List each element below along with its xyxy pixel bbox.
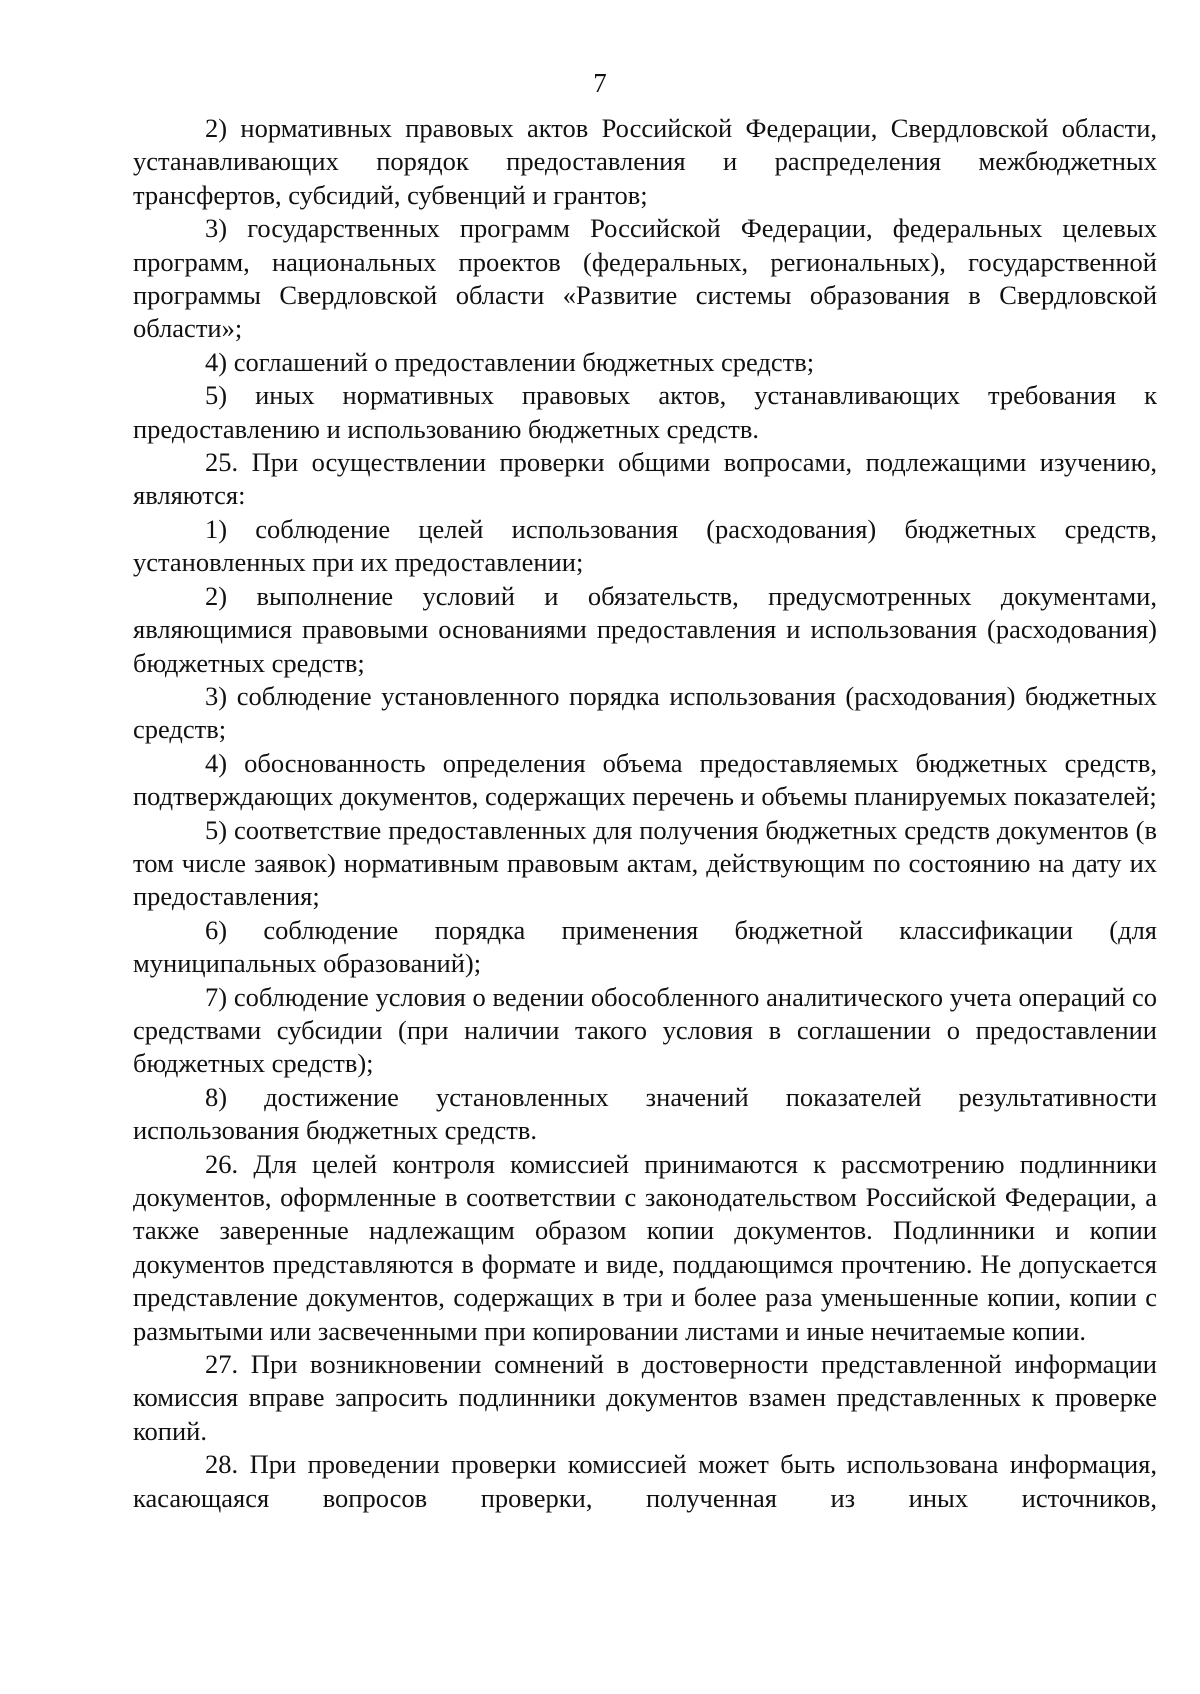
paragraph: 27. При возникновении сомнений в достоверности представленной информации комиссия вправе запросить подлинники документов взамен представленных к проверке копий. <box>133 1349 1157 1446</box>
paragraph: 28. При проведении проверки комиссией может быть использована информация, касающаяся вопросов проверки, полученная из иных источников, <box>133 1449 1157 1513</box>
paragraph: 2) нормативных правовых актов Российской Федерации, Свердловской области, устанавливающих порядок предоставления и распределения межбюджетных трансфертов, субсидий, субвенций и грантов; <box>133 113 1157 210</box>
paragraph: 26. Для целей контроля комиссией принимаются к рассмотрению подлинники документов, оформленные в соответствии с законодательством Российской Федерации, а также заверенные надлежащим образом копии документов. Подлинники и копии документов представляются в формате и виде, поддающимся прочтению. Не допускается представление документов, содержащих в три и более раза уменьшенные копии, копии с размытыми или засвеченными при копировании листами и иные нечитаемые копии. <box>133 1148 1157 1346</box>
page-number: 7 <box>593 68 607 98</box>
paragraph: 5) иных нормативных правовых актов, устанавливающих требования к предоставлению и использованию бюджетных средств. <box>133 380 1157 444</box>
paragraph: 25. При осуществлении проверки общими вопросами, подлежащими изучению, являются: <box>133 447 1157 511</box>
paragraph: 3) государственных программ Российской Федерации, федеральных целевых программ, национальных проектов (федеральных, региональных), государственной программы Свердловской области «Развитие системы образования в Свердловской области»; <box>133 213 1157 344</box>
paragraph: 4) соглашений о предоставлении бюджетных средств; <box>205 346 815 377</box>
document-body <box>133 112 1157 1515</box>
paragraph: 5) соответствие предоставленных для получения бюджетных средств документов (в том числе заявок) нормативным правовым актам, действующим по состоянию на дату их предоставления; <box>133 814 1157 912</box>
paragraph: 4) обоснованность определения объема предоставляемых бюджетных средств, подтверждающих документов, содержащих перечень и объемы планируемых показателей; <box>133 747 1157 812</box>
paragraph: 2) выполнение условий и обязательств, предусмотренных документами, являющимися правовыми основаниями предоставления и использования (расходования) бюджетных средств; <box>133 580 1157 678</box>
paragraph: 6) соблюдение порядка применения бюджетной классификации (для муниципальных образований); <box>133 914 1157 979</box>
paragraph: 1) соблюдение целей использования (расходования) бюджетных средств, установленных при их предоставлении; <box>133 513 1157 578</box>
paragraph: 8) достижение установленных значений показателей результативности использования бюджетных средств. <box>133 1081 1157 1146</box>
paragraph: 3) соблюдение установленного порядка использования (расходования) бюджетных средств; <box>133 680 1157 745</box>
paragraph: 7) соблюдение условия о ведении обособленного аналитического учета операций со средствами субсидии (при наличии такого условия в соглашении о предоставлении бюджетных средств); <box>133 981 1157 1079</box>
